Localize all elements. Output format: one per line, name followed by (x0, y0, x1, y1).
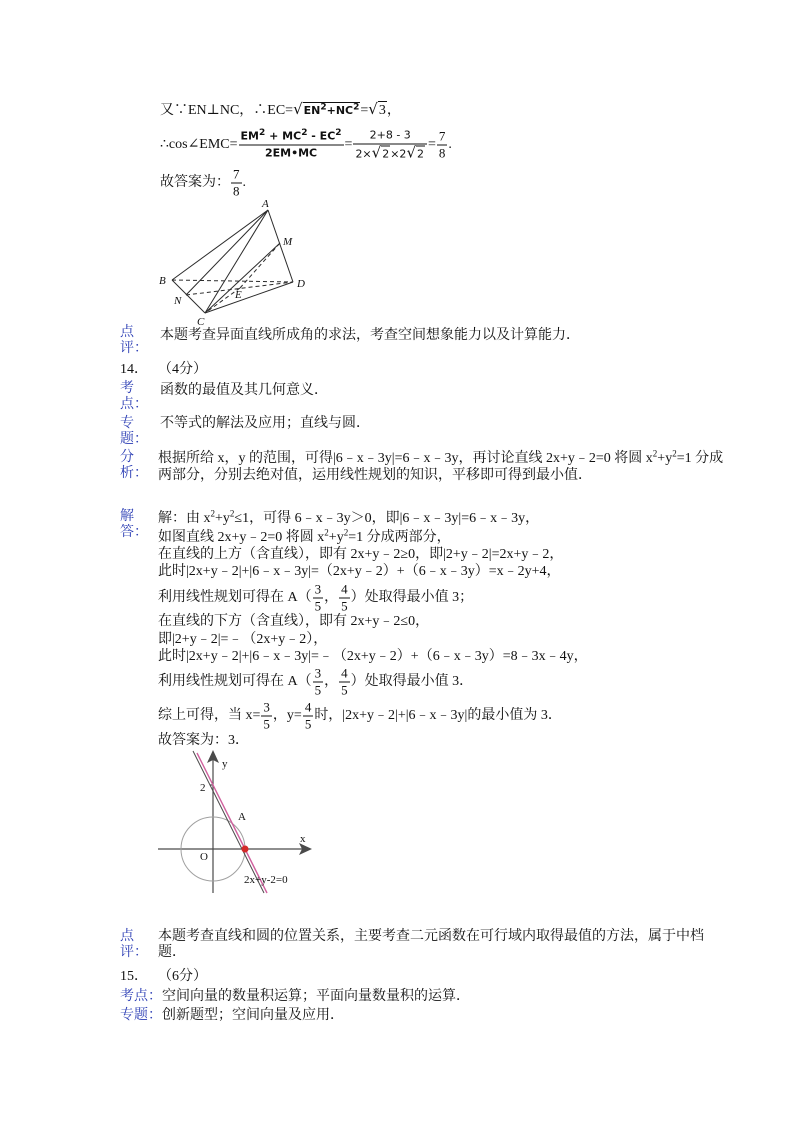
exponent: 2 (335, 127, 342, 138)
q14-zhuanti-label (120, 416, 148, 448)
radicand: 2 (382, 147, 390, 161)
q14-header (120, 362, 207, 378)
numerator: 4 (341, 665, 348, 681)
fraction (339, 583, 350, 614)
q14-kaodian-text: 函数的最值及其几何意义． (160, 383, 328, 398)
text-segment: . (242, 175, 246, 191)
text-segment: +NC (326, 104, 354, 117)
segment-cm (205, 243, 280, 313)
text-segment: ）处取得最小值 3； (350, 590, 474, 606)
text-segment: ×2 (390, 147, 407, 161)
exponent: 2 (259, 127, 266, 138)
hidden-edge-bd (172, 280, 293, 282)
text-segment: +y (215, 511, 230, 526)
label-char: 专 (120, 416, 134, 431)
text-segment: =1 分成 (676, 451, 724, 466)
text-segment: EM (240, 129, 260, 143)
q15-kaodian-line (120, 989, 470, 1005)
text-segment: 综上可得，当 x= (158, 708, 261, 724)
q14-fenxi-label (120, 450, 148, 482)
q13-review-label (120, 325, 148, 357)
denominator: 5 (304, 716, 312, 732)
exponent: 2 (343, 527, 349, 538)
fraction (313, 583, 324, 614)
numerator: 2+8 - 3 (353, 129, 427, 145)
radicand: 2 (417, 147, 424, 161)
radical-sign: √ (368, 100, 378, 118)
text-segment: = (344, 137, 353, 153)
text-segment: . (448, 137, 452, 153)
label-char: 考 (120, 381, 134, 396)
denominator: 5 (314, 598, 322, 614)
level-line (193, 751, 264, 893)
text-segment: +y (657, 451, 673, 466)
line-equation-label: 2x+y-2=0 (244, 874, 288, 886)
text-segment: 时，|2x+y﹣2|+|6﹣x﹣3y|的最小值为 3． (314, 708, 562, 724)
text-segment: ， (324, 674, 339, 690)
denominator: 5 (314, 682, 322, 698)
exponent: 2 (229, 508, 235, 519)
text-segment: ∴cos∠EMC= (160, 137, 238, 153)
numerator: 3 (314, 665, 322, 681)
fraction (231, 168, 242, 199)
text-segment: 故答案为： (160, 175, 230, 191)
text-segment: EN (303, 104, 321, 117)
numerator: 3 (314, 581, 322, 597)
q13-cos-line (160, 129, 452, 162)
text-segment: 根据所给 x，y 的范围，可得|6﹣x﹣3y|=6﹣x﹣3y，再讨论直线 2x+y﹣2=0 将圆 x (158, 451, 653, 466)
text-segment: 又∵EN⊥NC，∴EC= (160, 103, 294, 118)
text-segment: ≤1，可得 6﹣x﹣3y＞0，即|6﹣x﹣3y|=6﹣x﹣3y， (234, 511, 540, 526)
radical-sign: √ (406, 143, 416, 162)
q14-review-label (120, 929, 148, 961)
radicand: 3 (378, 103, 386, 118)
edge-cd (205, 282, 293, 313)
x-axis-label: x (300, 833, 306, 845)
point-label-n: N (174, 295, 182, 307)
fraction (261, 701, 272, 732)
kaodian-label: 考点： (120, 989, 162, 1004)
solution-line-2 (158, 527, 451, 546)
zhuanti-text: 创新题型；空间向量及应用． (162, 1008, 344, 1023)
radical (371, 143, 391, 162)
question-score: （4分） (158, 362, 207, 377)
solution-line-10 (158, 701, 562, 732)
denominator: 5 (341, 598, 348, 614)
q14-zhuanti-text: 不等式的解法及应用；直线与圆． (160, 416, 370, 431)
text-segment: 利用线性规划可得在 A（ (158, 674, 312, 690)
numerator: 4 (341, 581, 348, 597)
q13-review-text: 本题考查异面直线所成角的求法，考查空间想象能力以及计算能力． (160, 328, 580, 343)
tetrahedron-figure (150, 195, 315, 328)
label-char: 析： (120, 466, 148, 481)
text-segment: 如图直线 2x+y﹣2=0 将圆 x (158, 530, 325, 545)
point-label-a: A (238, 811, 246, 823)
solution-line-7: 即|2+y﹣2|=﹣（2x+y﹣2）， (158, 632, 328, 647)
question-number: 15． (120, 969, 148, 984)
exponent: 2 (210, 508, 215, 519)
radical-sign: √ (371, 143, 382, 162)
radical-sign: √ (293, 100, 303, 118)
exponent: 2 (301, 127, 308, 138)
denominator: 5 (341, 682, 348, 698)
q14-review-line-2: 题． (158, 945, 186, 960)
q13-answer-line (160, 168, 246, 199)
point-label-m: M (283, 236, 293, 248)
point-label-e: E (235, 289, 242, 301)
line-2x-y-2 (197, 753, 267, 893)
label-char: 点： (120, 397, 148, 412)
q15-header (120, 969, 207, 985)
text-segment: =1 分成两部分， (348, 530, 451, 545)
exponent: 2 (353, 102, 360, 113)
text-segment: + MC (265, 129, 302, 143)
text-segment: ， (386, 103, 401, 118)
fraction (353, 129, 427, 162)
denominator: 2EM•MC (264, 146, 318, 160)
solution-line-3: 在直线的上方（含直线），即有 2x+y﹣2≥0，即|2+y﹣2|=2x+y﹣2， (158, 547, 564, 562)
point-label-b: B (159, 275, 166, 287)
text-segment: ， (324, 590, 339, 606)
q15-zhuanti-line (120, 1008, 344, 1024)
point-label-a: A (262, 198, 269, 210)
numerator: 7 (438, 128, 446, 144)
circle-line-graph (150, 745, 320, 895)
kaodian-text: 空间向量的数量积运算；平面向量数量积的运算． (162, 989, 470, 1004)
text-segment: ）处取得最小值 3． (350, 674, 474, 690)
solution-line-4: 此时|2x+y﹣2|+|6﹣x﹣3y|=（2x+y﹣2）+（6﹣x﹣3y）=x﹣2y+4， (158, 564, 561, 579)
label-char: 点 (120, 325, 134, 340)
question-number: 14． (120, 362, 148, 377)
fraction (303, 701, 314, 732)
fraction (339, 667, 350, 698)
radicand (303, 102, 361, 117)
solution-line-1 (158, 508, 540, 527)
q14-jieda-label (120, 509, 148, 541)
segment-an (186, 210, 268, 295)
label-char: 点 (120, 929, 134, 944)
radical (293, 101, 360, 119)
q13-ec-line (160, 101, 401, 119)
exponent: 2 (320, 102, 327, 113)
q14-fenxi-line-1 (158, 448, 724, 467)
point-label-d: D (297, 278, 305, 290)
zhuanti-label: 专题： (120, 1008, 162, 1023)
text-segment: = (360, 103, 369, 118)
edge-ab (172, 210, 268, 280)
text-segment: 2× (355, 147, 372, 161)
fraction (437, 130, 448, 161)
numerator: 4 (304, 699, 312, 715)
solution-line-9 (158, 667, 473, 698)
question-score: （6分） (158, 969, 207, 984)
y-tick-label: 2 (200, 782, 206, 794)
label-char: 解 (120, 509, 134, 524)
denominator: 5 (263, 716, 270, 732)
solution-line-11: 故答案为：3． (158, 733, 249, 748)
solution-line-6: 在直线的下方（含直线），即有 2x+y﹣2≤0， (158, 614, 430, 629)
exponent: 2 (672, 448, 677, 459)
text-segment: ，y= (272, 708, 302, 724)
radical (368, 101, 387, 119)
fraction (313, 667, 324, 698)
label-char: 题： (120, 432, 148, 447)
point-label-c: C (197, 316, 205, 328)
text-segment: - EC (307, 129, 336, 143)
label-char: 评： (120, 945, 148, 960)
numerator: 7 (233, 166, 240, 182)
denominator (353, 145, 427, 162)
exponent: 2 (324, 527, 329, 538)
fraction (239, 127, 344, 161)
origin-label: O (200, 851, 208, 863)
text-segment: +y (328, 530, 344, 545)
text-segment: 利用线性规划可得在 A（ (158, 590, 312, 606)
q14-review-line-1: 本题考查直线和圆的位置关系，主要考查二元函数在可行域内取得最值的方法，属于中档 (158, 929, 704, 944)
solution-line-5 (158, 583, 473, 614)
hidden-segment-em (240, 243, 280, 288)
q14-fenxi-line-2: 两部分，分别去绝对值，运用线性规划的知识，平移即可得到最小值． (158, 468, 592, 483)
q14-kaodian-label (120, 381, 148, 413)
exponent: 2 (652, 448, 658, 459)
text-segment: = (428, 137, 436, 153)
label-char: 答： (120, 525, 148, 540)
denominator: 8 (438, 145, 446, 161)
intersection-point (242, 846, 249, 853)
numerator (239, 127, 344, 146)
numerator: 3 (263, 699, 270, 715)
radical (406, 143, 425, 162)
denominator: 8 (233, 183, 240, 199)
label-char: 评： (120, 341, 148, 356)
text-segment: 解：由 x (158, 511, 211, 526)
y-axis-label: y (222, 758, 228, 770)
label-char: 分 (120, 450, 134, 465)
solution-line-8: 此时|2x+y﹣2|+|6﹣x﹣3y|=﹣（2x+y﹣2）+（6﹣x﹣3y）=8﹣3x﹣4y， (158, 649, 588, 664)
